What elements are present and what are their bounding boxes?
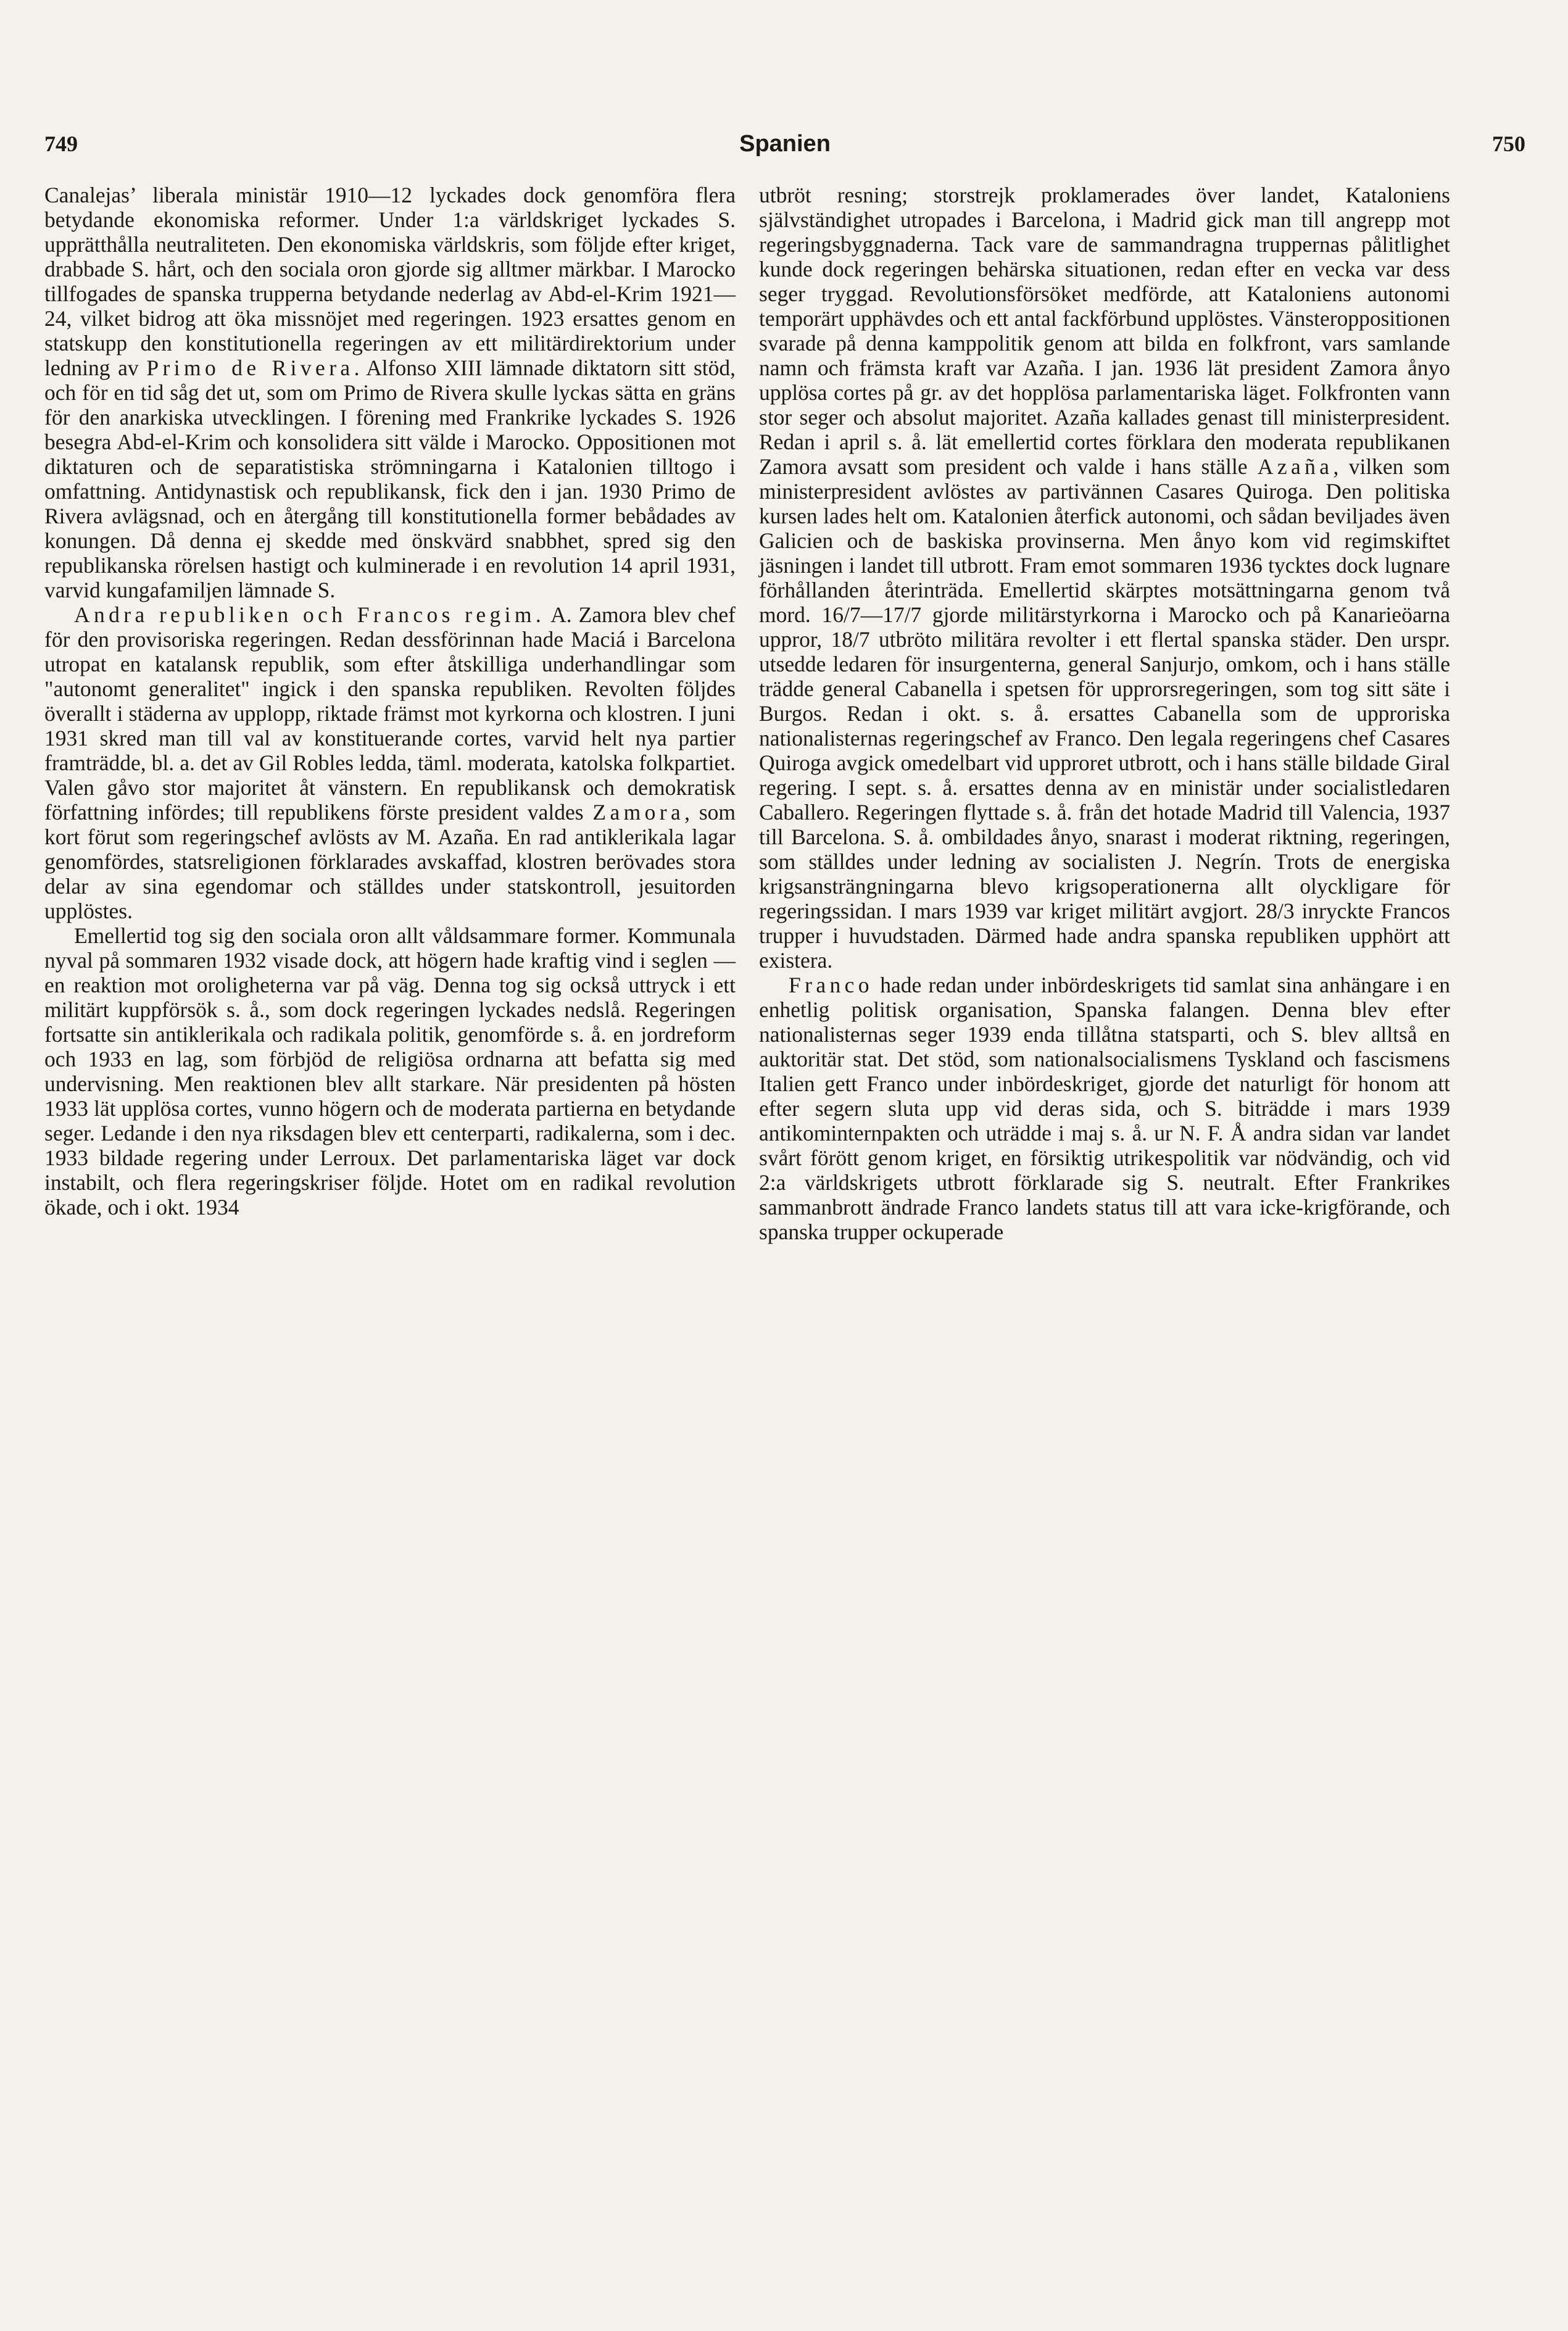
page-header [44,131,1525,174]
spaced-name: Zamora [592,800,685,825]
text-span: utbröto militära revolter i ett flertal spanska städer. Den urspr. utsedde ledaren för insurgenterna, general Sanjurjo, omkom, och i hans ställe trädde general Cabanella i spetsen för upprorsregeringen, som tog sitt säte i Burgos. Redan i okt. s. å. ersattes Cabanella som de upproriska nationalisternas regeringschef av Franco. Den legala regeringens chef Casares Quiroga avgick omedelbart vid upproret utbrott, och i hans ställe bildade Giral regering. I sept. s. å. ersattes denna av en ministär under socialistledaren Caballero. Regeringen flyttade s. å. från det hotade Madrid till Valencia, 1937 till Barcelona. S. å. ombildades ånyo, snarast i moderat riktning, regeringen, som ställdes under ledning av socialisten J. Negrín. Trots de energiska krigsansträngningarna blevo krigsoperationerna allt olyckligare för regeringssidan. I mars 1939 var kriget militärt avgjort. [759,627,1451,923]
spaced-name: Primo de Rivera [146,355,354,380]
left-column [44,183,736,1220]
text-span: A. Zamora blev chef för den provisoriska regeringen. Redan dessförinnan hade Maciá i Barcelona utropat en katalansk republik, som efter åtskilliga underhandlingar som "autonomt generalitet" ingick i den spanska republiken. Revolten följdes överallt i städerna av upplopp, riktade främst mot kyrkorna och klostren. I juni 1931 skred man till val av konstituerande cortes, varvid helt nya partier framträdde, bl. a. det av Gil Robles ledda, täml. moderata, katolska folkpartiet. Valen gåvo stor majoritet åt vänstern. En republikansk och demokratisk författning infördes; till republikens förste president valdes [44,602,736,825]
date-fraction: 16/7—17/7 [821,602,922,627]
spaced-name: Franco [789,973,873,997]
date-fraction: 28/3 [1255,899,1295,923]
text-span: gjorde militärstyrkorna i Marocko och på Kanarieöarna uppror, [759,602,1450,652]
running-head: Spanien [739,131,831,157]
text-span: utbröt resning; storstrejk proklamerades över landet, Kataloniens självständighet utropades i Barcelona, i Madrid gick man till angrepp mot regeringsbyggnaderna. Tack vare de sammandragna truppernas pålitlighet kunde dock regeringen behärska situationen, redan efter en vecka var dess seger tryggad. Revolutionsförsöket medförde, att Kataloniens autonomi temporärt upphävdes och ett antal fackförbund upplöstes. Vänsteroppositionen svarade på denna kamppolitik genom att bilda en folkfront, vars samlande namn och främsta kraft var Azaña. I jan. 1936 lät president Zamora ånyo upplösa cortes på gr. av det hopplösa parlamentariska läget. Folkfronten vann stor seger och absolut majoritet. Azaña kallades genast till ministerpresident. Redan i april s. å. lät emellertid cortes förklara den moderata republikanen Zamora avsatt som president och valde i hans ställe [759,183,1450,479]
date-fraction: 18/7 [831,627,870,652]
paragraph [759,183,1450,973]
paragraph [44,602,736,923]
text-span: , som kort förut som regeringschef avlösts av M. Azaña. En rad antiklerikala lagar genomfördes, statsreligionen förklarades avskaffad, klostren berövades stora delar av sina egendomar och ställdes under statskontroll, jesuitorden upplöstes. [44,800,736,923]
paragraph [759,973,1450,1244]
spaced-name: Azaña [1257,454,1334,479]
paragraph: Emellertid tog sig den sociala oron allt våldsammare former. Kommunala nyval på sommaren 1932 visade dock, att högern hade kraftig vind i seglen — en reaktion mot oroligheterna var på väg. Denna tog sig också uttryck i ett militärt kuppförsök s. å., som dock regeringen lyckades nedslå. Regeringen fortsatte sin antiklerikala och radikala politik, genomförde s. å. en jordreform och 1933 en lag, som förbjöd de religiösa ordnarna att befatta sig med undervisning. Men reaktionen blev allt starkare. När presidenten på hösten 1933 lät upplösa cortes, vunno högern och de moderata partierna en betydande seger. Ledande i den nya riksdagen blev ett centerparti, radikalerna, som i dec. 1933 bildade regering under Lerroux. Det parlamentariska läget var dock instabilt, och flera regeringskriser följde. Hotet om en radikal revolution ökade, och i okt. 1934 [44,923,736,1220]
text-span: hade redan under inbördeskrigets tid samlat sina anhängare i en enhetlig politisk organisation, Spanska falangen. Denna blev efter nationalisternas seger 1939 enda tillåtna statsparti, och S. blev alltså en auktoritär stat. Det stöd, som nationalsocialismens Tyskland och fascismens Italien gett Franco under inbördeskriget, gjorde det naturligt för honom att efter segern sluta upp vid deras sida, och S. biträdde i mars 1939 antikominternpakten och uträdde i maj s. å. ur N. F. Å andra sidan var landet svårt förött genom kriget, en försiktig utrikespolitik var nödvändig, och vid 2:a världskrigets utbrott förklarade sig S. neutralt. Efter Frankrikes sammanbrott ändrade Franco landets status till att vara icke-krigförande, och spanska trupper ockuperade [759,973,1450,1244]
page-number-right: 750 [1492,131,1525,156]
text-span: , vilken som ministerpresident avlöstes av partivännen Casares Quiroga. Den politiska kursen lades helt om. Katalonien återfick autonomi, och sådan beviljades även Galicien och de baskiska provinserna. Men ånyo kom vid regimskiftet jäsningen i landet till utbrott. Fram emot sommaren 1936 tycktes dock lugnare förhållanden återinträda. Emellertid skärptes motsättningarna genom två mord. [759,454,1450,627]
right-column [759,183,1450,1244]
text-span: Canalejas’ liberala ministär 1910—12 lyckades dock genomföra flera betydande ekonomiska reformer. Under 1:a världskriget lyckades S. upprätthålla neutraliteten. Den ekonomiska världskris, som följde efter kriget, drabbade S. hårt, och den sociala oron gjorde sig alltmer märkbar. I Marocko tillfogades de spanska trupperna betydande nederlag av Abd-el-Krim 1921—24, vilket bidrog att öka missnöjet med regeringen. 1923 ersattes genom en statskupp den konstitutionella regeringen av ett militärdirektorium under ledning av [44,183,736,380]
page-number-left: 749 [44,131,78,156]
paragraph [44,183,736,602]
text-span: inryckte Francos trupper i huvudstaden. Därmed hade andra spanska republiken upphört att existera. [759,899,1451,973]
text-span: . Alfonso XIII lämnade diktatorn sitt stöd, och för en tid såg det ut, som om Primo de Rivera skulle lyckas sätta en gräns för den anarkiska utvecklingen. I förening med Frankrike lyckades S. 1926 besegra Abd-el-Krim och konsolidera sitt välde i Marocko. Oppositionen mot diktaturen och de separatistiska strömningarna i Katalonien tilltogo i omfattning. Antidynastisk och republikansk, fick den i jan. 1930 Primo de Rivera avlägsnad, och en återgång till konstitutionella former bebådades av konungen. Då denna ej skedde med önskvärd snabbhet, spred sig den republikanska rörelsen hastigt och kulminerade i en revolution 14 april 1931, varvid kungafamiljen lämnade S. [44,355,736,602]
section-heading: Andra republiken och Francos regim. [74,602,545,627]
